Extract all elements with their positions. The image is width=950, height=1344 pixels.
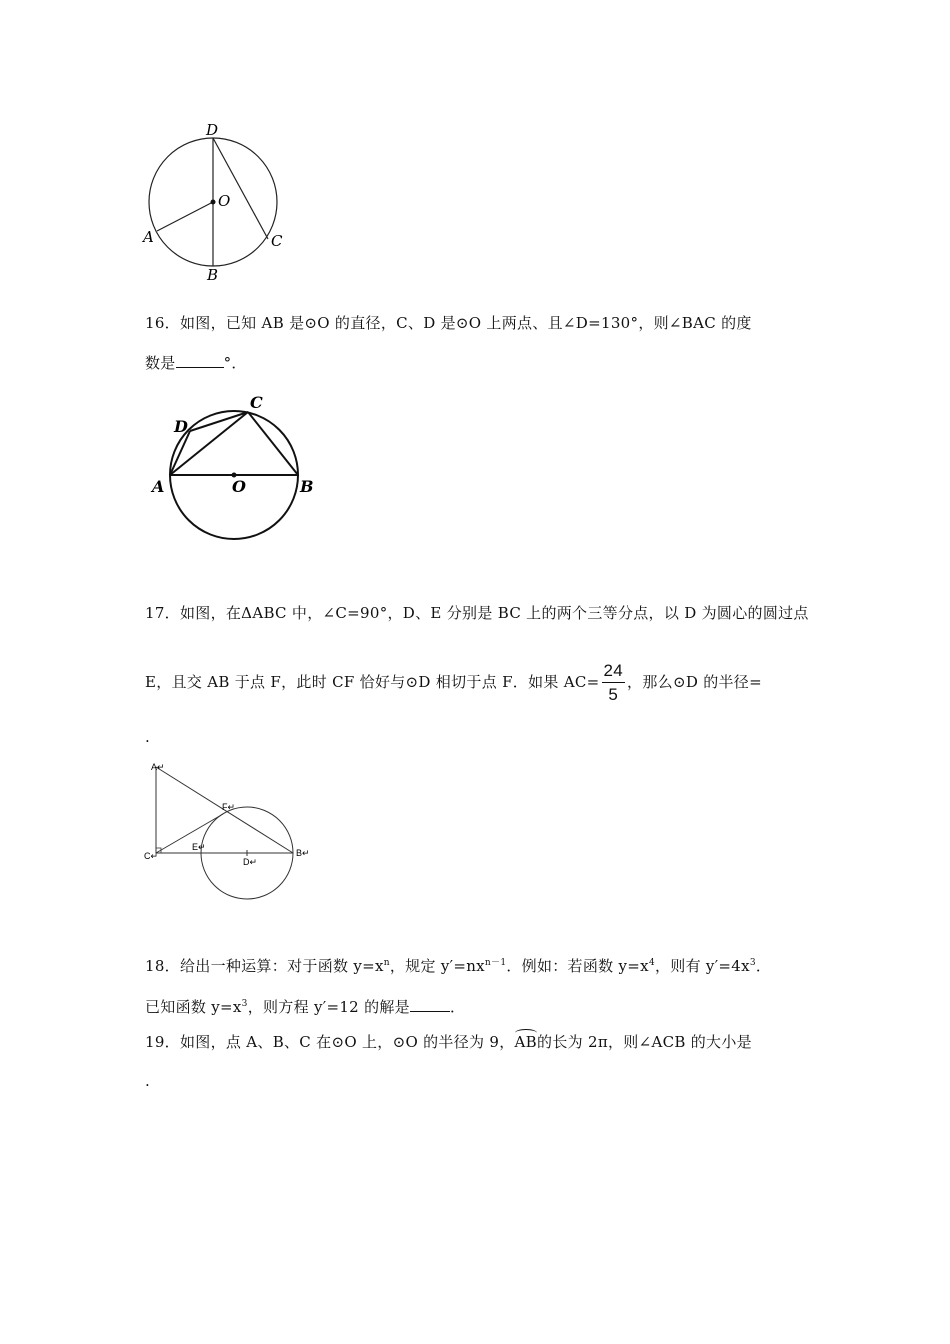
q17-line3: .: [145, 728, 151, 746]
label-b: B↵: [296, 848, 310, 858]
answer-blank[interactable]: [410, 1011, 450, 1012]
fraction-ac: $\frac{24}{5}$: [603, 661, 624, 704]
label-d: D: [174, 417, 188, 436]
label-o: O: [232, 477, 246, 496]
label-c: C↵: [144, 851, 159, 861]
label-d: D: [206, 121, 219, 139]
label-b: B: [207, 266, 219, 284]
q19-line1: 19．如图，点 A、B、C 在⊙O 上，⊙O 的半径为 9，AB的长为 2π，则∠ACB 的大小是: [145, 1033, 752, 1051]
q18-line2: 已知函数 $y=x^3$，则方程 y′=12 的解是 ．: [145, 998, 466, 1016]
answer-blank[interactable]: [176, 367, 224, 368]
q19-line2: .: [145, 1072, 151, 1090]
arc-ab: AB: [514, 1033, 538, 1051]
label-c: C: [250, 393, 263, 412]
figure-circle-abcd: [148, 388, 328, 548]
q16-line1: 16．如图，已知 AB 是⊙O 的直径，C、D 是⊙O 上两点、且∠D=130°，则∠BAC 的度: [145, 314, 752, 332]
label-a: A: [152, 477, 165, 496]
center-point: [211, 200, 216, 205]
figure-triangle-circle: [140, 755, 330, 905]
label-o: O: [218, 192, 231, 210]
q17-line2: E，且交 AB 于点 F，此时 CF 恰好与⊙D 相切于点 F．如果 AC= $\frac{24}{5}$ ，那么⊙D 的半径=: [145, 661, 762, 704]
segment-cf: [156, 814, 223, 853]
q17-line1: 17．如图，在ΔABC 中，∠C=90°，D、E 分别是 BC 上的两个三等分点，以 D 为圆心的圆过点: [145, 604, 809, 622]
chord-dc: [213, 138, 268, 239]
radius-oa: [157, 202, 213, 231]
label-a: A: [143, 228, 154, 246]
label-f: F↵: [222, 802, 236, 812]
q16-line2: 数是 °．: [145, 354, 247, 372]
label-d: D↵: [243, 857, 258, 867]
q18-line1: 18．给出一种运算：对于函数 $y=x^n$，规定 $y'=nx^{n-1}$．例如：若函数 $y=x^4$，则有 $y'=4x^3$．: [145, 957, 772, 975]
figure-circle-dob: [135, 118, 295, 288]
label-a: A↵: [151, 762, 165, 772]
label-e: E↵: [192, 842, 206, 852]
label-b: B: [300, 477, 314, 496]
label-c: C: [271, 232, 283, 250]
